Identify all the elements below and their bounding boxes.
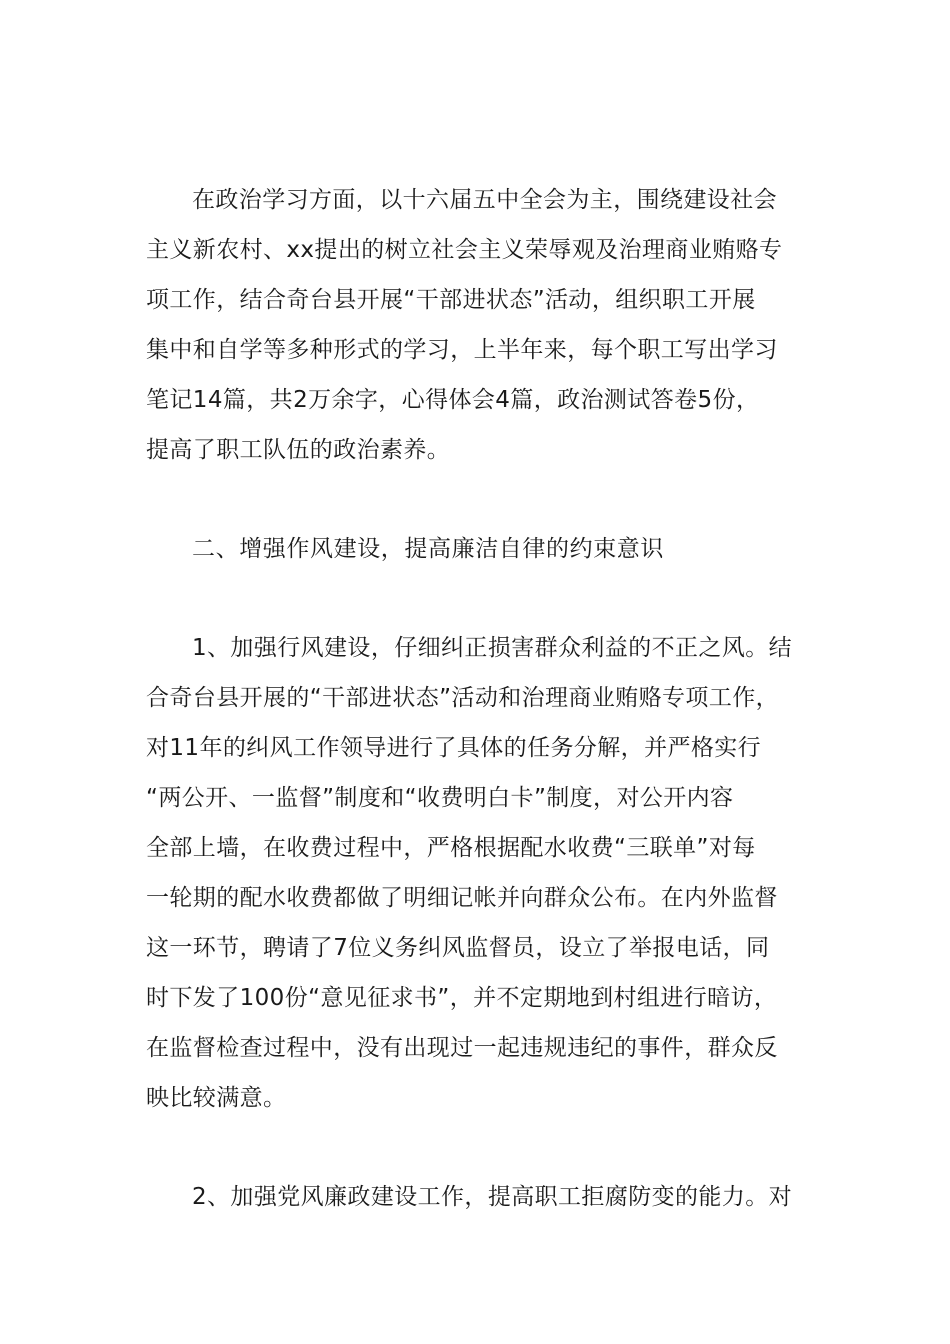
text-line: 映比较满意。	[146, 1085, 287, 1111]
text-line: 一轮期的配水收费都做了明细记帐并向群众公布。在内外监督	[146, 885, 778, 911]
text-line: 全部上墙，在收费过程中，严格根据配水收费“三联单”对每	[146, 835, 756, 861]
text-line: 1、加强行风建设，仔细纠正损害群众利益的不正之风。结	[192, 635, 793, 661]
text-line: 在监督检查过程中，没有出现过一起违规违纪的事件，群众反	[146, 1035, 778, 1061]
text-line: 集中和自学等多种形式的学习，上半年来，每个职工写出学习	[146, 337, 778, 363]
text-line: 笔记14篇，共2万余字，心得体会4篇，政治测试答卷5份，	[146, 387, 760, 413]
text-line: 对11年的纠风工作领导进行了具体的任务分解，并严格实行	[146, 735, 762, 761]
text-line: 合奇台县开展的“干部进状态”活动和治理商业贿赂专项工作，	[146, 685, 780, 711]
text-line: 项工作，结合奇台县开展“干部进状态”活动，组织职工开展	[146, 287, 756, 313]
text-line: 在政治学习方面，以十六届五中全会为主，围绕建设社会	[192, 187, 777, 213]
text-line: 主义新农村、xx提出的树立社会主义荣辱观及治理商业贿赂专	[146, 237, 783, 263]
text-line: 2、加强党风廉政建设工作，提高职工拒腐防变的能力。对	[192, 1184, 793, 1210]
text-line: 这一环节，聘请了7位义务纠风监督员，设立了举报电话，同	[146, 935, 770, 961]
section-heading: 二、增强作风建设，提高廉洁自律的约束意识	[192, 536, 664, 562]
text-line: 提高了职工队伍的政治素养。	[146, 437, 451, 463]
text-line: 时下发了100份“意见征求书”，并不定期地到村组进行暗访，	[146, 985, 778, 1011]
text-line: “两公开、一监督”制度和“收费明白卡”制度，对公开内容	[146, 785, 734, 811]
